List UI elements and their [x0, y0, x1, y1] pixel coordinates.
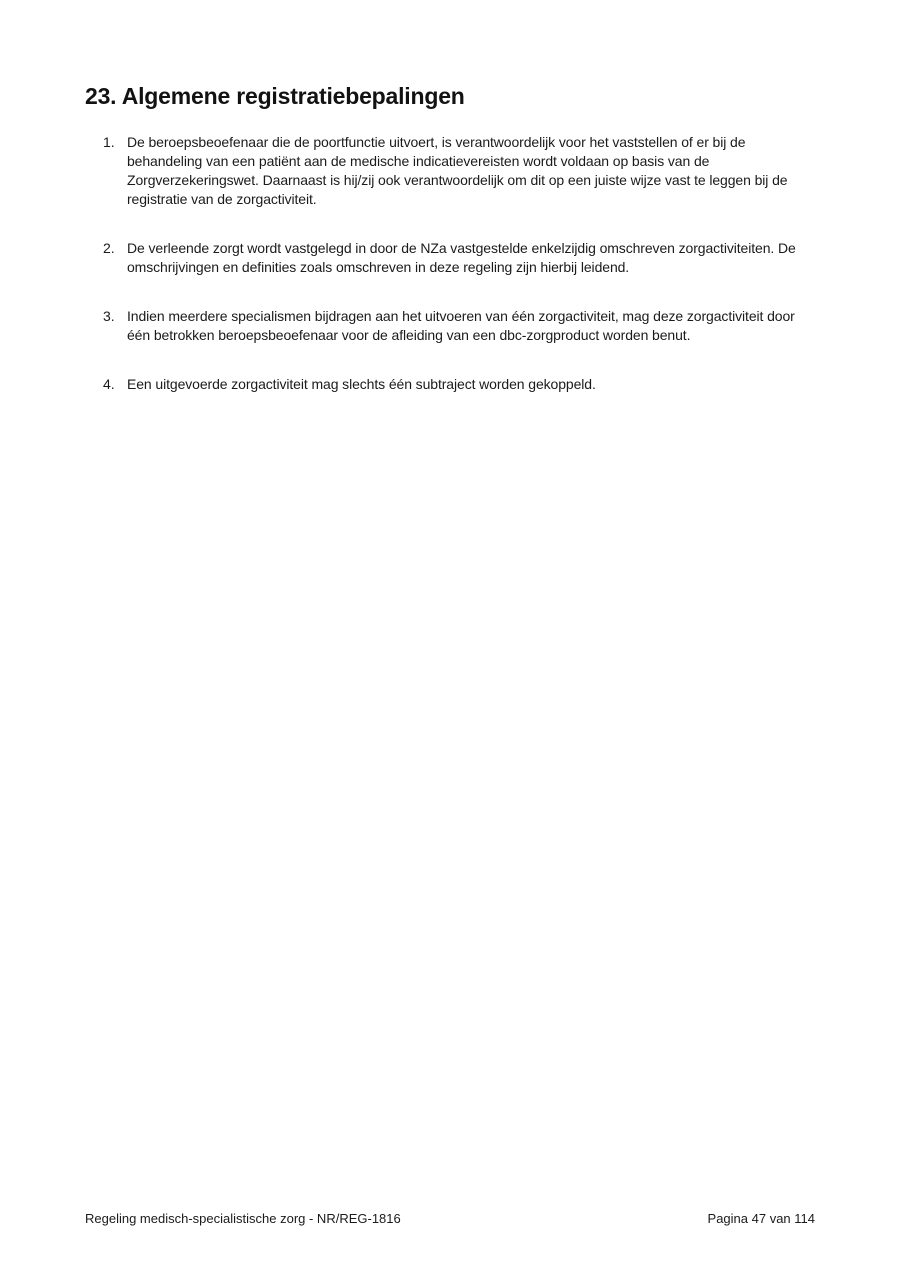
list-item-number: 2.	[103, 240, 115, 256]
footer-document-title: Regeling medisch-specialistische zorg - NR/REG-1816	[85, 1211, 401, 1226]
section-heading: 23. Algemene registratiebepalingen	[85, 83, 465, 109]
list-item-text: Een uitgevoerde zorgactiviteit mag slechts één subtraject worden gekoppeld.	[127, 376, 596, 392]
footer-page-number: Pagina 47 van 114	[707, 1211, 815, 1226]
list-item-text: De verleende zorgt wordt vastgelegd in door de NZa vastgestelde enkelzijdig omschreven zorgactiviteiten. De omschrijvingen en definities zoals omschreven in deze regeling zijn hierbij leidend.	[127, 240, 796, 275]
list-item-text: De beroepsbeoefenaar die de poortfunctie uitvoert, is verantwoordelijk voor het vaststellen of er bij de behandeling van een patiënt aan de medische indicatievereisten wordt voldaan op basis van de Zorgverzekeringswet. Daarnaast is hij/zij ook verantwoordelijk om dit op een juiste wijze vast te leggen bij de registratie van de zorgactiviteit.	[127, 134, 788, 207]
list-item-text: Indien meerdere specialismen bijdragen aan het uitvoeren van één zorgactiviteit, mag deze zorgactiviteit door één betrokken beroepsbeoefenaar voor de afleiding van een dbc-zorgproduct worden benut.	[127, 308, 795, 343]
page-footer	[85, 1211, 815, 1227]
list-item	[103, 307, 813, 345]
list-item-number: 1.	[103, 134, 115, 150]
list-item	[103, 133, 813, 209]
list-item-number: 4.	[103, 376, 115, 392]
list-item	[103, 375, 813, 394]
list-item	[103, 239, 813, 277]
list-item-number: 3.	[103, 308, 115, 324]
numbered-list	[103, 133, 813, 424]
